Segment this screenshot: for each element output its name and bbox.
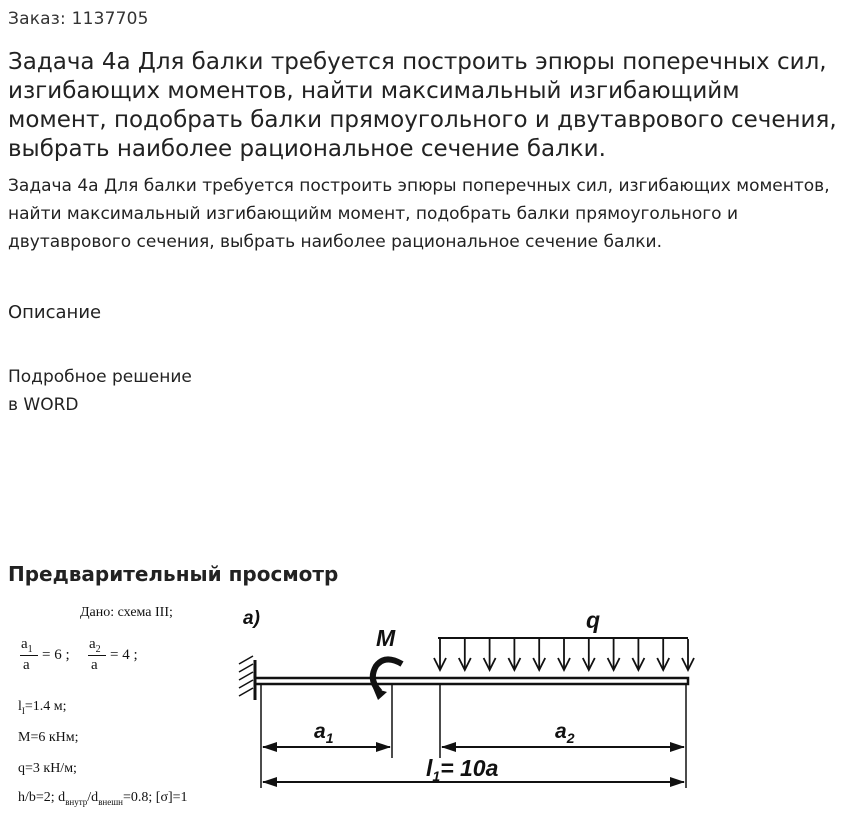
ratio-a2-value: = 4 ;	[110, 647, 138, 663]
given-load: q=3 кН/м;	[18, 761, 77, 776]
task-description: Задача 4а Для балки требуется построить эпюры поперечных сил, изгибающих моментов, найти максимальный изгибающийм момент, подобрать балки прямоугольного и двутаврового сечения, выбрать наиболее рациональное сечение балки.	[8, 176, 830, 252]
ratio-a2-numerator: $a_2$	[89, 636, 101, 655]
ratio-a1-denominator: a	[23, 657, 30, 673]
task-title: Задача 4а Для балки требуется построить эпюры поперечных сил, изгибающих моментов, найти максимальный изгибающийм момент, подобрать балки прямоугольного и двутаврового сечения, выбрать наиболее рациональное сечение балки.	[8, 49, 837, 162]
given-section-params: h/b=2; $d_{внутр}/d_{внешн}=0.8$; [σ]=1	[18, 790, 188, 807]
preview-image	[0, 596, 847, 818]
dimension-a1-label: $a_1$	[314, 720, 334, 746]
dimension-l1-label: $l_1= 10a$	[426, 755, 499, 784]
solution-info	[8, 363, 192, 419]
load-arrows	[434, 639, 694, 670]
dimension-a2-label: $a_2$	[555, 720, 575, 746]
load-label: q	[586, 607, 601, 633]
ratio-a1-numerator: $a_1$	[21, 636, 33, 655]
moment-label: M	[376, 625, 396, 651]
beam	[255, 678, 688, 684]
given-length: $l_I=1.4$ м;	[18, 699, 67, 716]
description-heading: Описание	[8, 302, 102, 323]
order-number: Заказ: 1137705	[8, 9, 149, 29]
dimension-a2	[441, 742, 685, 752]
fixed-support	[239, 656, 255, 700]
given-title: Дано: схема III;	[80, 605, 173, 620]
ratio-a1-value: = 6 ;	[42, 647, 70, 663]
solution-line-1: Подробное решение	[8, 367, 192, 387]
ratio-a2-denominator: a	[91, 657, 98, 673]
beam-diagram	[0, 596, 847, 818]
preview-heading: Предварительный просмотр	[8, 562, 339, 586]
diagram-label-a: a)	[243, 608, 260, 629]
given-moment: M=6 кНм;	[18, 730, 79, 745]
solution-line-2: в WORD	[8, 395, 79, 415]
distributed-load	[434, 638, 694, 670]
applied-moment	[373, 659, 402, 700]
